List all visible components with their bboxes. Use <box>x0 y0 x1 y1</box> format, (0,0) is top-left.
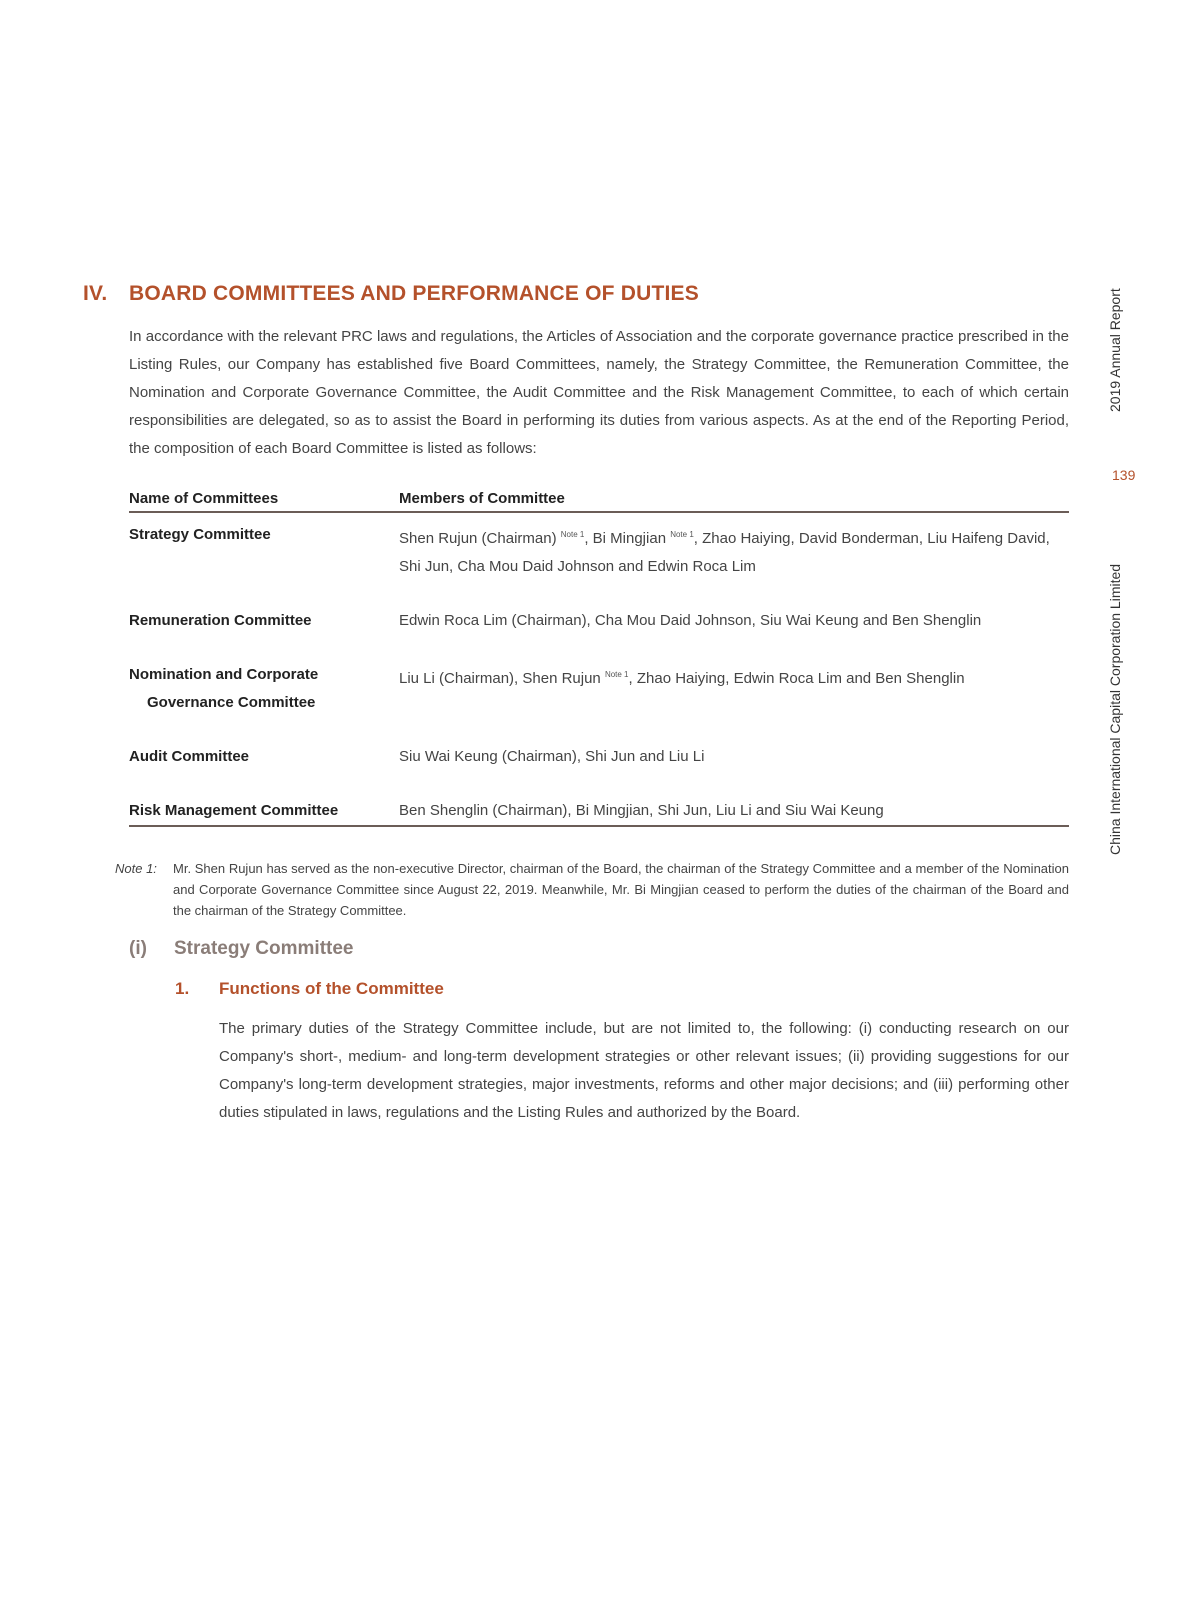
subsection-number: (i) <box>129 938 147 959</box>
note-marker: Note 1 <box>670 530 694 539</box>
note-marker: Note 1 <box>560 530 585 539</box>
table-row <box>129 797 1069 827</box>
footnote-label: Note 1: <box>115 861 157 876</box>
sidebar-report-title: 2019 Annual Report <box>1107 288 1123 412</box>
item-title: Functions of the Committee <box>219 979 444 998</box>
page-number: 139 <box>1112 467 1136 483</box>
section-number: IV. <box>83 282 108 305</box>
header-name: Name of Committees <box>129 490 279 507</box>
footnote-text: Mr. Shen Rujun has served as the non-executive Director, chairman of the Board, the chairman of the Strategy Committee and a member of the Nomination and Corporate Governance Committee since August 22, 2019. Meanwhile, Mr. Bi Mingjian ceased to perform the duties of the chairman of the Board and the chairman of the Strategy Committee. <box>173 861 1069 918</box>
section-title: BOARD COMMITTEES AND PERFORMANCE OF DUTIES <box>129 282 699 305</box>
committee-name: Strategy Committee <box>129 526 271 543</box>
committee-name: Audit Committee <box>129 748 249 765</box>
subsection-title: Strategy Committee <box>174 938 354 959</box>
functions-paragraph: The primary duties of the Strategy Committee include, but are not limited to, the following: (i) conducting research on our Company's short-, medium- and long-term development strategies or other relevant issues; (ii) providing suggestions for our Company's long-term development strategies, major investments, reforms and other major decisions; and (iii) performing other duties stipulated in laws, regulations and the Listing Rules and authorized by the Board. <box>219 1020 1069 1121</box>
committee-members: Ben Shenglin (Chairman), Bi Mingjian, Shi Jun, Liu Li and Siu Wai Keung <box>399 802 884 819</box>
intro-paragraph: In accordance with the relevant PRC laws and regulations, the Articles of Association and the corporate governance practice prescribed in the Listing Rules, our Company has established five Board Committees, namely, the Strategy Committee, the Remuneration Committee, the Nomination and Corporate Governance Committee, the Audit Committee and the Risk Management Committee, to each of which certain responsibilities are delegated, so as to assist the Board in performing its duties from various aspects. As at the end of the Reporting Period, the composition of each Board Committee is listed as follows: <box>129 328 1069 457</box>
table-row <box>129 743 1069 771</box>
footnote <box>115 858 1069 921</box>
section-heading <box>83 282 699 306</box>
subsection-heading <box>129 938 354 960</box>
committees-table <box>129 490 1069 827</box>
header-members: Members of Committee <box>399 490 565 507</box>
committee-members: Edwin Roca Lim (Chairman), Cha Mou Daid Johnson, Siu Wai Keung and Ben Shenglin <box>399 612 982 629</box>
committee-name: Nomination and Corporate Governance Committee <box>129 666 319 711</box>
table-row <box>129 661 1069 717</box>
committee-name: Risk Management Committee <box>129 802 339 819</box>
sidebar-company-name: China International Capital Corporation Limited <box>1107 563 1123 855</box>
committee-members: Siu Wai Keung (Chairman), Shi Jun and Liu Li <box>399 748 705 765</box>
table-header <box>129 490 1069 513</box>
committee-name: Remuneration Committee <box>129 612 312 629</box>
table-row <box>129 607 1069 635</box>
item-heading <box>175 979 444 999</box>
table-row <box>129 521 1069 581</box>
item-number: 1. <box>175 979 190 998</box>
committee-members: Liu Li (Chairman), Shen Rujun $^{Note 1}$, Zhao Haiying, Edwin Roca Lim and Ben Shenglin <box>399 670 965 687</box>
committee-members: Shen Rujun (Chairman) $^{Note 1}$, Bi Mingjian $^{Note 1}$, Zhao Haiying, David Bonderman, Liu Haifeng David, Shi Jun, Cha Mou Daid Johnson and Edwin Roca Lim <box>399 530 1050 575</box>
note-marker: Note 1 <box>604 670 629 679</box>
